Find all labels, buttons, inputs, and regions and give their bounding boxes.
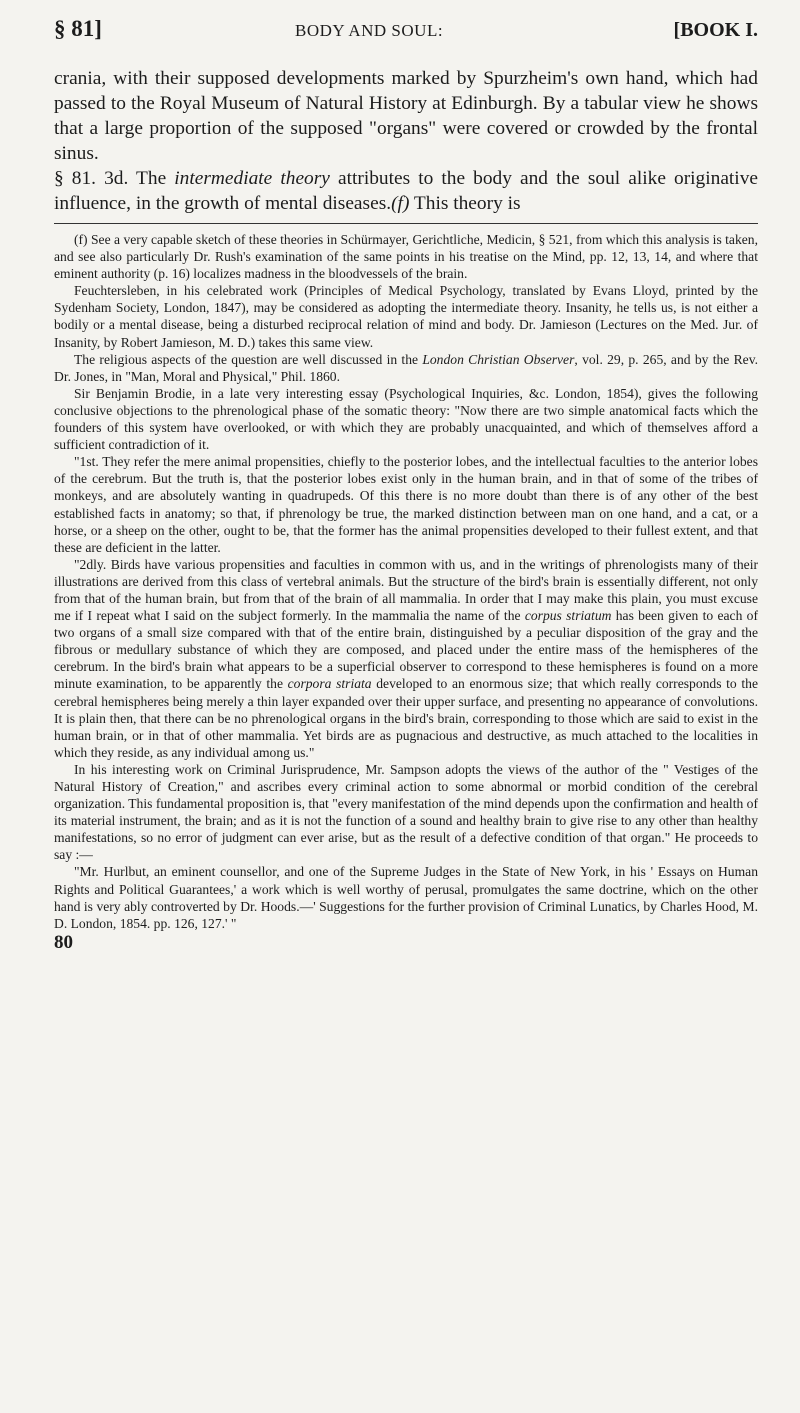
page-number: 80 <box>54 931 73 953</box>
footnote-second-em2: corpora striata <box>287 676 372 692</box>
section-81-body: attributes to the body and the soul alike originative influence, in the growth of mental diseases. <box>54 168 758 214</box>
footnote-second-c: developed to an enormous size; that which really corresponds to the cerebral hemispheres being merely a thin layer expanded over their upper surface, and presenting no appearance of convolutions. It is plain then, that there can be no phrenological organs in the bird's brain, corresponding to those which are said to exist in the human brain, or in that of other mammalia. Yet birds are as pugnacious and destructive, as much attached to the localities in which they reside, as any individual among us." <box>54 676 758 760</box>
footnotes <box>54 231 758 932</box>
footnote-brodie: Sir Benjamin Brodie, in a late very interesting essay (Psychological Inquiries, &c. London, 1854), gives the following conclusive objections to the phrenological phase of the somatic theory: "Now there are two simple anatomical facts which the founders of this system have overlooked, or with which they are probably unacquainted, and which of themselves afford a sufficient contradiction of it. <box>54 385 758 453</box>
footnote-f: (f) See a very capable sketch of these theories in Schürmayer, Gerichtliche, Medicin, § 521, from which this analysis is taken, and see also particularly Dr. Rush's examination of the same points in his treatise on the Mind, pp. 12, 13, 14, and where that eminent authority (p. 16) localizes madness in the bloodvessels of the brain. <box>54 232 758 282</box>
header-title: BODY AND SOUL: <box>295 21 444 40</box>
header-section: § 81] <box>54 16 102 41</box>
footnote-rule <box>54 223 758 224</box>
section-81-intro: § 81. 3d. The <box>54 168 175 189</box>
main-paragraph-1: crania, with their supposed developments marked by Spurzheim's own hand, which had passed to the Royal Museum of Natural History at Edinburgh. By a tabular view he shows that a large proportion of the supposed "organs" were covered or crowded by the frontal sinus. <box>54 68 758 164</box>
footnote-religious-a: The religious aspects of the question are well discussed in the <box>74 351 423 367</box>
main-text <box>54 66 758 216</box>
footnote-second-em1: corpus striatum <box>524 608 612 624</box>
footnote-feuchtersleben: Feuchtersleben, in his celebrated work (Principles of Medical Psychology, translated by Evans Lloyd, printed by the Sydenham Society, London, 1847), may be considered as adopting the intermediate theory. Insanity, he tells us, is not either a bodily or a mental disease, being a disturbed reciprocal relation of mind and body. Dr. Jamieson (Lectures on the Med. Jur. of Insanity, by Robert Jamieson, M. D.) takes this same view. <box>54 283 758 350</box>
footnote-sampson: In his interesting work on Criminal Jurisprudence, Mr. Sampson adopts the views of the author of the " Vestiges of the Natural History of Creation," and ascribes every criminal action to some abnormal or morbid condition of the cerebral organization. This fundamental proposition is, that "every manifestation of the mind depends upon the confirmation and health of its material instrument, the brain; and as it is not the function of a sound and healthy brain to give rise to any other than healthy manifestations, so no error of judgment can ever arise, but as the result of a defective condition of that organ." He proceeds to say :— <box>54 761 758 863</box>
footnote-hurlbut: "Mr. Hurlbut, an eminent counsellor, and one of the Supreme Judges in the State of New York, in his ' Essays on Human Rights and Political Guarantees,' a work which is well worthy of perusal, promulgates the same doctrine, which on the other hand is very ably controverted by Dr. Hoods.—' Suggestions for the further provision of Criminal Lunatics, by Charles Hood, M. D. London, 1854. pp. 126, 127.' " <box>54 864 758 931</box>
main-paragraph-2 <box>54 166 758 216</box>
running-header <box>54 16 758 46</box>
header-book: [BOOK I. <box>673 19 758 41</box>
intermediate-theory-term: intermediate theory <box>174 168 330 189</box>
footnote-ref-f: (f) <box>391 193 410 214</box>
footnote-second-a: "2dly. Birds have various propensities and faculties in common with us, and in the writings of phrenologists many of their illustrations are derived from this class of vertebral animals. But the structure of the bird's brain is essentially different, not only from that of the human brain, but from that of the brain of all mammalia. In order that I may make this plain, you must excuse me if I repeat what I said on the subject formerly. In the mammalia the name of the <box>54 556 758 624</box>
section-81-tail: This theory is <box>409 193 521 214</box>
footnote-religious <box>54 351 758 385</box>
footnote-second-point <box>54 556 758 761</box>
footnote-religious-b: , vol. 29, p. 265, and by the Rev. Dr. Jones, in "Man, Moral and Physical," Phil. 1860. <box>54 351 759 384</box>
footnote-second-b: has been given to each of two organs of a small size compared with that of the entire brain, distinguished by a peculiar disposition of the gray and the fibrous or medullary substance of which they are composed, and placed under the entire mass of the hemispheres of the cerebrum. In the bird's brain what appears to be a superficial observer to correspond to these hemispheres is found on a more minute examination, to be apparently the <box>54 608 758 692</box>
footnote-religious-em: London Christian Observer <box>422 351 575 367</box>
footnote-first-point: "1st. They refer the mere animal propensities, chiefly to the posterior lobes, and the intellectual faculties to the anterior lobes of the cerebrum. But the truth is, that the posterior lobes exist only in the human brain, and in that of some of the tribes of monkeys, and are absolutely wanting in quadrupeds. Of this there is no more doubt than there is of any other of the best established facts in anatomy; so that, if phrenology be true, the marked distinction between man on one hand, and a cat, or a horse, or a sheep on the other, ought to be, that the former has the animal propensities developed to their fullest extent, and that these are deficient in the latter. <box>54 454 758 555</box>
